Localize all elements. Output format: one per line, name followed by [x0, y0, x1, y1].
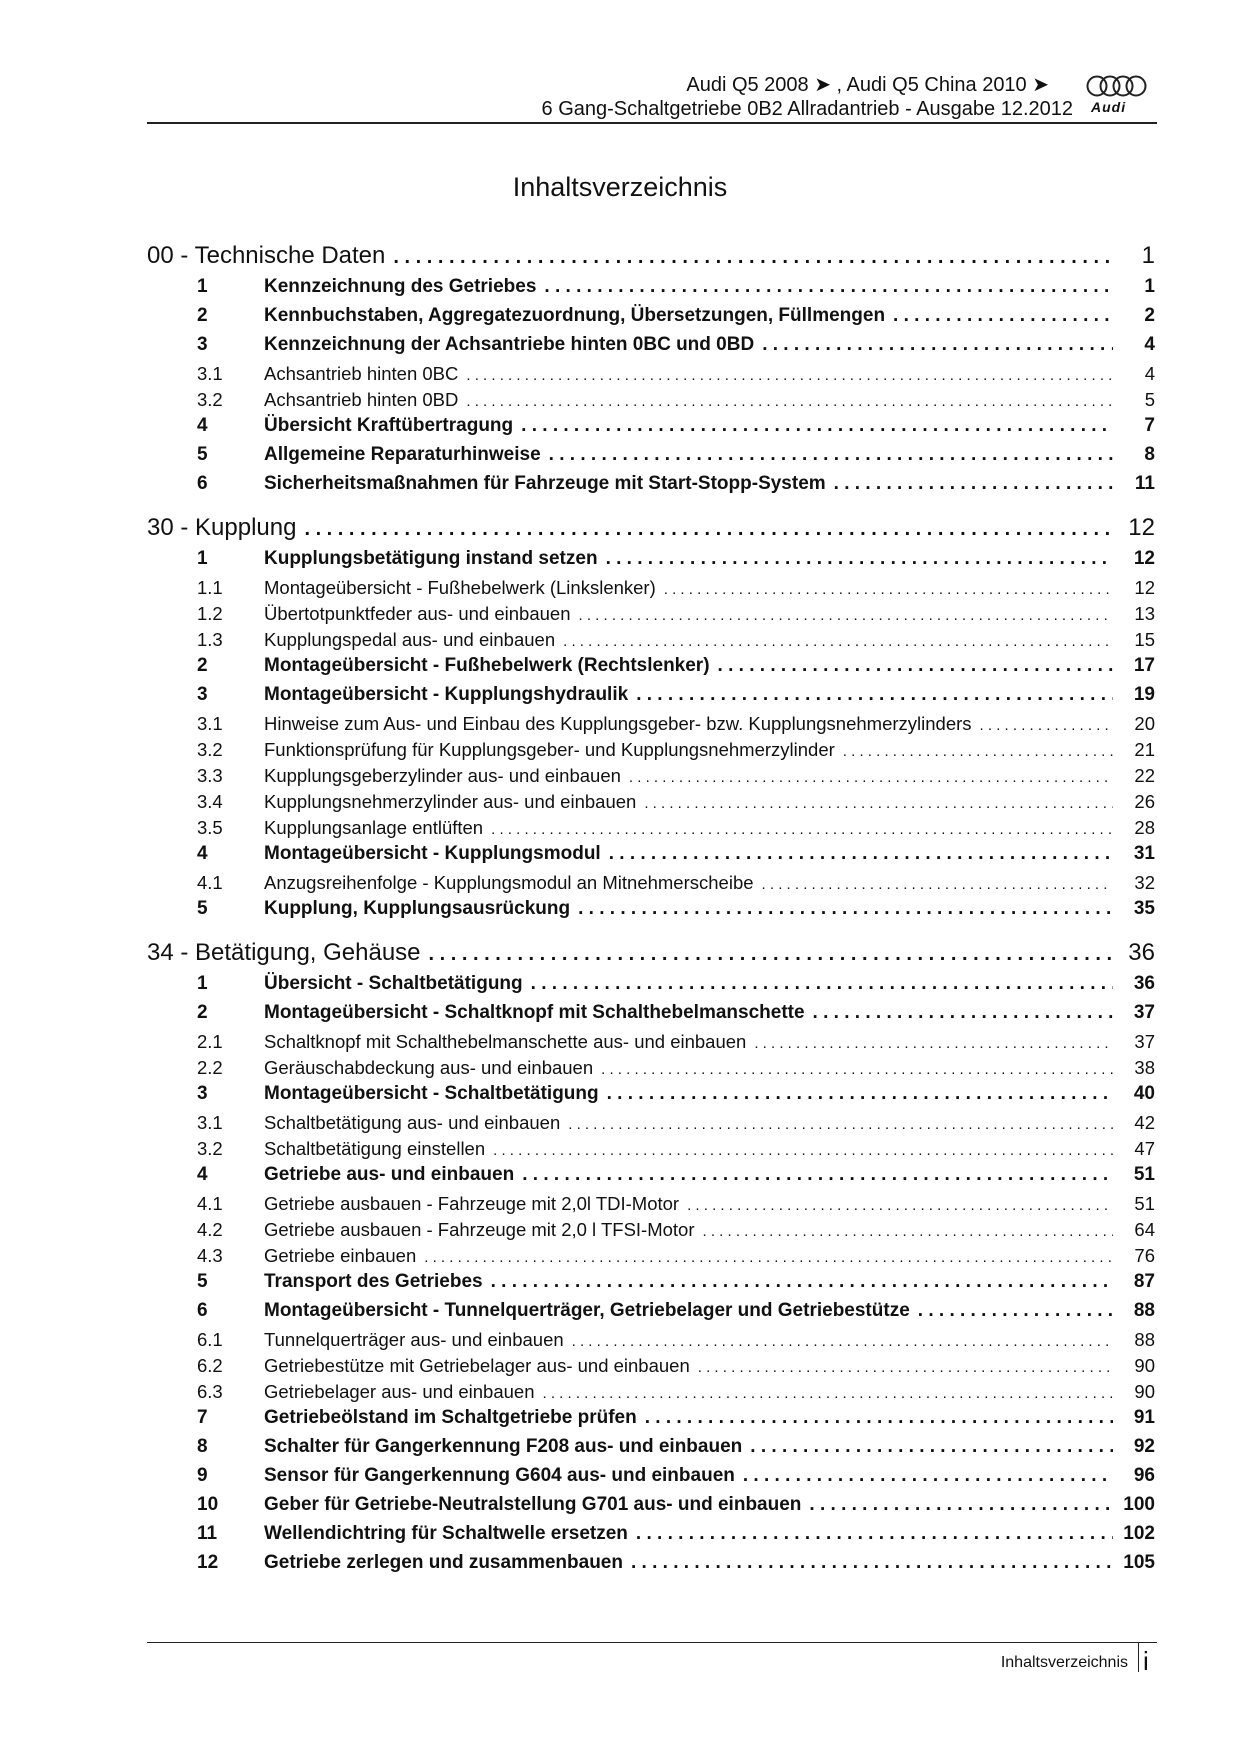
toc-page-number: 28 [1134, 817, 1155, 838]
toc-entry-title: Getriebe ausbauen - Fahrzeuge mit 2,0 l TFSI-Motor [264, 1219, 703, 1241]
toc-page-number: 4 [1144, 334, 1155, 355]
toc-leader-dots [549, 444, 1113, 466]
toc-entry-number: 11 [197, 1523, 218, 1544]
toc-page-number: 5 [1144, 389, 1155, 410]
footer-divider [147, 1642, 1157, 1643]
toc-page-number: 64 [1134, 1219, 1155, 1240]
toc-page-number: 15 [1134, 629, 1155, 650]
toc-entry-title: Achsantrieb hinten 0BC [264, 363, 466, 385]
toc-leader-dots [543, 1385, 1114, 1402]
toc-entry-title: Sensor für Gangerkennung G604 aus- und einbauen [264, 1465, 743, 1487]
toc-entry-number: 8 [197, 1436, 208, 1457]
toc-page-number: 96 [1133, 1465, 1155, 1486]
toc-entry-title: Achsantrieb hinten 0BD [264, 389, 466, 411]
toc-leader-dots [544, 276, 1113, 298]
toc-page-number: 17 [1133, 655, 1155, 676]
toc-page-number: 76 [1134, 1245, 1155, 1266]
toc-entry-title: Getriebe ausbauen - Fahrzeuge mit 2,0l TDI-Motor [264, 1193, 687, 1215]
toc-leader-dots [424, 1249, 1113, 1266]
toc-leader-dots [645, 1407, 1113, 1429]
toc-entry-title: Tunnelquerträger aus- und einbauen [264, 1329, 572, 1351]
toc-entry-title: Übersicht Kraftübertragung [264, 415, 521, 437]
toc-page-number: 88 [1133, 1300, 1155, 1321]
toc-entry-title: Transport des Getriebes [264, 1271, 491, 1293]
toc-page-number: 22 [1134, 765, 1155, 786]
toc-leader-dots [703, 1223, 1114, 1240]
toc-entry-title: Montageübersicht - Kupplungsmodul [264, 843, 609, 865]
page-header [147, 70, 1157, 124]
toc-page-number: 12 [1128, 514, 1155, 541]
toc-leader-dots [601, 1061, 1113, 1078]
toc-entry-number: 3.2 [197, 389, 223, 410]
toc-entry-row[interactable] [147, 973, 1155, 1002]
audi-wordmark: Audi [1091, 99, 1127, 115]
toc-entry-number: 1.2 [197, 603, 223, 624]
toc-page-number: 12 [1134, 577, 1155, 598]
toc-entry-title: Übersicht - Schaltbetätigung [264, 973, 531, 995]
toc-entry-title: Schaltbetätigung einstellen [264, 1138, 493, 1160]
toc-leader-dots [687, 1197, 1113, 1214]
toc-entry-title: Montageübersicht - Fußhebelwerk (Rechtslenker) [264, 655, 718, 677]
toc-leader-dots [606, 548, 1113, 570]
toc-entry-title: Kupplungspedal aus- und einbauen [264, 629, 563, 651]
toc-page-number: 91 [1133, 1407, 1155, 1428]
toc-entry-row[interactable] [147, 1164, 1155, 1193]
toc-entry-number: 3 [197, 1083, 208, 1104]
toc-leader-dots [572, 1333, 1113, 1350]
toc-entry-row[interactable] [147, 1381, 1155, 1407]
toc-entry-title: 34 - Betätigung, Gehäuse [147, 939, 429, 967]
toc-page-number: 11 [1134, 473, 1155, 494]
footer-page-number: i [1143, 1646, 1149, 1676]
toc-entry-row[interactable] [147, 655, 1155, 684]
toc-entry-title: Sicherheitsmaßnahmen für Fahrzeuge mit Start-Stopp-System [264, 473, 834, 495]
toc-entry-number: 6 [197, 1300, 208, 1321]
toc-entry-row[interactable] [147, 1057, 1155, 1083]
toc-entry-title: Montageübersicht - Fußhebelwerk (Linkslenker) [264, 577, 664, 599]
toc-entry-title: Schaltbetätigung aus- und einbauen [264, 1112, 568, 1134]
toc-entry-row[interactable] [147, 1355, 1155, 1381]
toc-chapter-row[interactable] [147, 514, 1155, 548]
toc-entry-row[interactable] [147, 817, 1155, 843]
toc-page-number: 37 [1133, 1002, 1155, 1023]
toc-entry-row[interactable] [147, 389, 1155, 415]
toc-entry-row[interactable] [147, 1031, 1155, 1057]
toc-leader-dots [493, 1142, 1113, 1159]
toc-leader-dots [843, 743, 1113, 760]
toc-entry-number: 6.2 [197, 1355, 223, 1376]
toc-entry-row[interactable] [147, 872, 1155, 898]
toc-entry-row[interactable] [147, 1138, 1155, 1164]
toc-entry-number: 2 [197, 655, 208, 676]
toc-leader-dots [466, 393, 1113, 410]
toc-page-number: 100 [1123, 1494, 1155, 1515]
toc-entry-number: 3.1 [197, 363, 223, 384]
toc-leader-dots [750, 1436, 1113, 1458]
toc-entry-title: Kupplung, Kupplungsausrückung [264, 898, 578, 920]
toc-entry-number: 7 [197, 1407, 208, 1428]
toc-entry-row[interactable] [147, 577, 1155, 603]
toc-leader-dots [568, 1116, 1113, 1133]
toc-entry-row[interactable] [147, 1552, 1155, 1581]
toc-entry-title: Geber für Getriebe-Neutralstellung G701 aus- und einbauen [264, 1494, 809, 1516]
toc-entry-number: 12 [197, 1552, 219, 1573]
toc-entry-title: Montageübersicht - Tunnelquerträger, Getriebelager und Getriebestütze [264, 1300, 918, 1322]
toc-entry-number: 4 [197, 843, 208, 864]
toc-page-number: 90 [1134, 1355, 1155, 1376]
toc-page-number: 38 [1134, 1057, 1155, 1078]
toc-page-number: 35 [1133, 898, 1155, 919]
toc-entry-row[interactable] [147, 629, 1155, 655]
audi-rings-icon [1085, 74, 1149, 100]
page-title: Inhaltsverzeichnis [512, 172, 728, 202]
toc-page-number: 19 [1133, 684, 1155, 705]
toc-page-number: 92 [1133, 1436, 1155, 1457]
toc-entry-number: 1 [197, 276, 208, 297]
toc-entry-row[interactable] [147, 603, 1155, 629]
toc-entry-number: 3.1 [197, 1112, 223, 1133]
toc-page-number: 105 [1123, 1552, 1155, 1573]
toc-entry-row[interactable] [147, 276, 1155, 305]
toc-entry-number: 9 [197, 1465, 208, 1486]
toc-entry-number: 3.3 [197, 765, 223, 786]
toc-entry-title: Übertotpunktfeder aus- und einbauen [264, 603, 579, 625]
toc-page-number: 37 [1134, 1031, 1155, 1052]
toc-entry-title: Kennzeichnung des Getriebes [264, 276, 544, 298]
toc-page-number: 1 [1144, 276, 1155, 297]
toc-entry-title: Funktionsprüfung für Kupplungsgeber- und Kupplungsnehmerzylinder [264, 739, 843, 761]
toc-leader-dots [980, 717, 1113, 734]
table-of-contents [147, 242, 1155, 1581]
toc-page-number: 51 [1133, 1164, 1155, 1185]
toc-entry-title: Geräuschabdeckung aus- und einbauen [264, 1057, 601, 1079]
toc-entry-row[interactable] [147, 363, 1155, 389]
toc-entry-number: 2 [197, 1002, 208, 1023]
toc-entry-row[interactable] [147, 1465, 1155, 1494]
toc-entry-row[interactable] [147, 1494, 1155, 1523]
toc-leader-dots [521, 415, 1113, 437]
toc-entry-number: 6.3 [197, 1381, 223, 1402]
toc-page-number: 12 [1133, 548, 1155, 569]
toc-entry-number: 4.3 [197, 1245, 223, 1266]
toc-entry-title: Getriebelager aus- und einbauen [264, 1381, 543, 1403]
toc-entry-title: Wellendichtring für Schaltwelle ersetzen [264, 1523, 636, 1545]
toc-leader-dots [563, 633, 1113, 650]
toc-leader-dots [743, 1465, 1113, 1487]
toc-entry-number: 4.1 [197, 1193, 223, 1214]
toc-page-number: 32 [1134, 872, 1155, 893]
toc-leader-dots [304, 518, 1113, 541]
toc-entry-row[interactable] [147, 1219, 1155, 1245]
toc-entry-title: Kupplungsbetätigung instand setzen [264, 548, 606, 570]
toc-entry-title: Kupplungsnehmerzylinder aus- und einbauen [264, 791, 644, 813]
toc-entry-row[interactable] [147, 1300, 1155, 1329]
toc-leader-dots [629, 769, 1113, 786]
toc-leader-dots [393, 246, 1113, 269]
toc-entry-title: Schaltknopf mit Schalthebelmanschette aus- und einbauen [264, 1031, 754, 1053]
toc-entry-row[interactable] [147, 1523, 1155, 1552]
toc-entry-title: Kupplungsanlage entlüften [264, 817, 491, 839]
toc-entry-row[interactable] [147, 1193, 1155, 1219]
toc-entry-title: Schalter für Gangerkennung F208 aus- und einbauen [264, 1436, 750, 1458]
toc-page-number: 36 [1128, 939, 1155, 966]
toc-entry-number: 1.1 [197, 577, 223, 598]
toc-entry-number: 4.1 [197, 872, 223, 893]
toc-entry-title: Montageübersicht - Schaltknopf mit Schalthebelmanschette [264, 1002, 813, 1024]
toc-leader-dots [809, 1494, 1113, 1516]
toc-entry-row[interactable] [147, 1407, 1155, 1436]
toc-entry-row[interactable] [147, 1112, 1155, 1138]
toc-entry-row[interactable] [147, 415, 1155, 444]
toc-page-number: 40 [1133, 1083, 1155, 1104]
toc-entry-number: 5 [197, 898, 208, 919]
toc-entry-number: 3.5 [197, 817, 223, 838]
toc-entry-row[interactable] [147, 334, 1155, 363]
toc-entry-number: 3.2 [197, 739, 223, 760]
toc-leader-dots [466, 367, 1113, 384]
toc-entry-row[interactable] [147, 684, 1155, 713]
toc-entry-row[interactable] [147, 1271, 1155, 1300]
section-gap [147, 502, 1155, 514]
toc-entry-title: Getriebeölstand im Schaltgetriebe prüfen [264, 1407, 645, 1429]
toc-entry-row[interactable] [147, 713, 1155, 739]
toc-page-number: 88 [1134, 1329, 1155, 1350]
toc-entry-number: 2 [197, 305, 208, 326]
toc-leader-dots [429, 943, 1113, 966]
toc-entry-row[interactable] [147, 739, 1155, 765]
toc-leader-dots [631, 1552, 1113, 1574]
toc-page-number: 87 [1133, 1271, 1155, 1292]
toc-entry-title: Hinweise zum Aus- und Einbau des Kupplungsgeber- bzw. Kupplungsnehmerzylinders [264, 713, 980, 735]
toc-leader-dots [578, 898, 1113, 920]
toc-page-number: 26 [1134, 791, 1155, 812]
toc-leader-dots [893, 305, 1113, 327]
toc-page-number: 31 [1133, 843, 1155, 864]
toc-entry-row[interactable] [147, 548, 1155, 577]
toc-entry-number: 4 [197, 415, 208, 436]
section-gap [147, 927, 1155, 939]
toc-entry-number: 3.2 [197, 1138, 223, 1159]
toc-entry-number: 3.1 [197, 713, 223, 734]
toc-leader-dots [762, 876, 1113, 893]
toc-leader-dots [813, 1002, 1113, 1024]
footer-section-name: Inhaltsverzeichnis [1000, 1654, 1128, 1671]
toc-page-number: 2 [1144, 305, 1155, 326]
toc-leader-dots [636, 1523, 1113, 1545]
toc-entry-row[interactable] [147, 444, 1155, 473]
toc-chapter-row[interactable] [147, 242, 1155, 276]
toc-entry-title: Getriebestütze mit Getriebelager aus- und einbauen [264, 1355, 698, 1377]
toc-entry-row[interactable] [147, 1436, 1155, 1465]
toc-entry-number: 5 [197, 444, 208, 465]
toc-entry-title: Kennzeichnung der Achsantriebe hinten 0BC und 0BD [264, 334, 762, 356]
header-edition-line: 6 Gang-Schaltgetriebe 0B2 Allradantrieb - Ausgabe 12.2012 [541, 98, 1073, 120]
audi-logo [1085, 74, 1149, 116]
toc-entry-number: 3.4 [197, 791, 223, 812]
toc-entry-number: 4 [197, 1164, 208, 1185]
toc-page-number: 21 [1134, 739, 1155, 760]
toc-entry-title: Montageübersicht - Schaltbetätigung [264, 1083, 607, 1105]
toc-entry-row[interactable] [147, 1245, 1155, 1271]
toc-entry-title: Getriebe einbauen [264, 1245, 424, 1267]
toc-entry-number: 6 [197, 473, 208, 494]
toc-page-number: 36 [1133, 973, 1155, 994]
toc-page-number: 4 [1144, 363, 1155, 384]
toc-entry-number: 6.1 [197, 1329, 223, 1350]
toc-entry-title: Kennbuchstaben, Aggregatezuordnung, Übersetzungen, Füllmengen [264, 305, 893, 327]
toc-entry-number: 2.1 [197, 1031, 223, 1052]
toc-leader-dots [918, 1300, 1113, 1322]
toc-entry-title: 30 - Kupplung [147, 514, 304, 542]
toc-entry-title: Kupplungsgeberzylinder aus- und einbauen [264, 765, 629, 787]
toc-chapter-row[interactable] [147, 939, 1155, 973]
toc-page-number: 47 [1134, 1138, 1155, 1159]
toc-leader-dots [834, 473, 1113, 495]
toc-entry-title: Anzugsreihenfolge - Kupplungsmodul an Mitnehmerscheibe [264, 872, 762, 894]
toc-entry-number: 1 [197, 973, 208, 994]
toc-leader-dots [636, 684, 1113, 706]
toc-page-number: 20 [1134, 713, 1155, 734]
toc-entry-title: Getriebe aus- und einbauen [264, 1164, 522, 1186]
header-model-line: Audi Q5 2008 ➤ , Audi Q5 China 2010 ➤ [686, 74, 1049, 96]
toc-leader-dots [762, 334, 1113, 356]
toc-entry-row[interactable] [147, 898, 1155, 927]
toc-page-number: 102 [1123, 1523, 1155, 1544]
toc-entry-number: 10 [197, 1494, 219, 1515]
toc-entry-number: 4.2 [197, 1219, 223, 1240]
toc-entry-number: 3 [197, 334, 208, 355]
toc-entry-title: Getriebe zerlegen und zusammenbauen [264, 1552, 631, 1574]
toc-entry-number: 2.2 [197, 1057, 223, 1078]
toc-page-number: 7 [1144, 415, 1155, 436]
toc-leader-dots [644, 795, 1113, 812]
toc-leader-dots [491, 1271, 1113, 1293]
toc-entry-title: 00 - Technische Daten [147, 242, 393, 270]
toc-entry-row[interactable] [147, 765, 1155, 791]
toc-entry-row[interactable] [147, 843, 1155, 872]
toc-leader-dots [491, 821, 1113, 838]
toc-leader-dots [718, 655, 1113, 677]
toc-entry-row[interactable] [147, 1002, 1155, 1031]
footer-vertical-rule [1138, 1642, 1139, 1672]
toc-entry-number: 1 [197, 548, 208, 569]
toc-page-number: 1 [1141, 242, 1155, 269]
toc-entry-title: Montageübersicht - Kupplungshydraulik [264, 684, 636, 706]
toc-entry-row[interactable] [147, 473, 1155, 502]
toc-entry-row[interactable] [147, 305, 1155, 334]
toc-entry-row[interactable] [147, 1083, 1155, 1112]
toc-leader-dots [664, 581, 1113, 598]
toc-page-number: 13 [1134, 603, 1155, 624]
toc-page-number: 51 [1134, 1193, 1155, 1214]
toc-page-number: 42 [1134, 1112, 1155, 1133]
toc-leader-dots [522, 1164, 1113, 1186]
toc-entry-row[interactable] [147, 791, 1155, 817]
toc-page-number: 90 [1134, 1381, 1155, 1402]
toc-entry-row[interactable] [147, 1329, 1155, 1355]
toc-entry-title: Allgemeine Reparaturhinweise [264, 444, 549, 466]
toc-entry-number: 1.3 [197, 629, 223, 650]
toc-entry-number: 3 [197, 684, 208, 705]
toc-leader-dots [607, 1083, 1113, 1105]
toc-leader-dots [754, 1035, 1113, 1052]
toc-leader-dots [531, 973, 1113, 995]
toc-entry-number: 5 [197, 1271, 208, 1292]
toc-leader-dots [579, 607, 1114, 624]
toc-leader-dots [609, 843, 1113, 865]
toc-page-number: 8 [1144, 444, 1155, 465]
toc-leader-dots [698, 1359, 1113, 1376]
